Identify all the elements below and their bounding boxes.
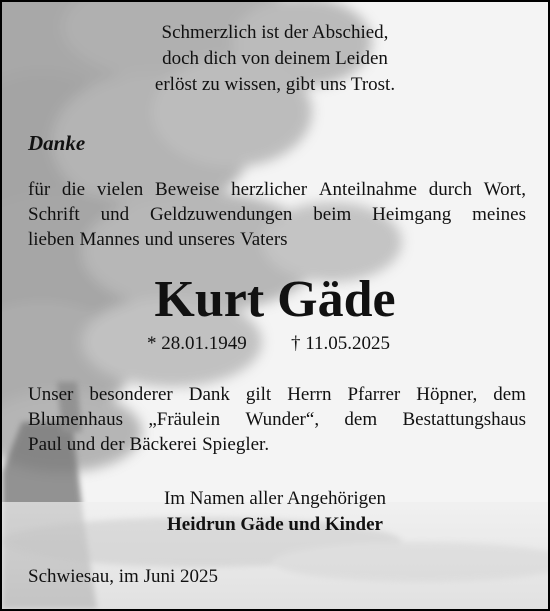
word: Höpner, (416, 384, 478, 405)
word: durch (428, 179, 472, 200)
word: meines (472, 204, 526, 225)
word: der (100, 434, 125, 455)
word: Bestattungshaus (402, 409, 526, 430)
word: und (144, 229, 174, 250)
word: Bäckerei (129, 434, 198, 455)
paragraph-line (28, 407, 526, 432)
place-and-date: Schwiesau, im Juni 2025 (28, 566, 218, 587)
word: unseres (178, 229, 236, 250)
word: vielen (96, 179, 144, 200)
word: Wort, (483, 179, 526, 200)
birth-date: * 28.01.1949 (147, 333, 247, 354)
paragraph-line (28, 432, 526, 457)
word: Anteilnahme (318, 179, 417, 200)
signoff-intro: Im Namen aller Angehörigen (163, 488, 387, 509)
word: Wunder“, (245, 409, 320, 430)
paragraph-line (28, 227, 526, 252)
word: für (28, 179, 51, 200)
word: und (100, 204, 130, 225)
word: die (61, 179, 86, 200)
word: Spiegler. (202, 434, 270, 455)
paragraph-line (28, 177, 526, 202)
word: „Fräulein (148, 409, 221, 430)
word: Herrn (287, 384, 332, 405)
word: gilt (245, 384, 272, 405)
signoff (2, 486, 548, 538)
word: Schrift (28, 204, 80, 225)
word: dem (344, 409, 378, 430)
word: Dank (188, 384, 230, 405)
word: dem (493, 384, 526, 405)
special-thanks-paragraph (28, 382, 526, 457)
word: und (66, 434, 96, 455)
paragraph-line (28, 202, 526, 227)
word: Pfarrer (347, 384, 401, 405)
signoff-family: Heidrun Gäde und Kinder (167, 514, 383, 535)
word: Vaters (240, 229, 288, 250)
paragraph-line (28, 382, 526, 407)
deceased-name: Kurt Gäde (154, 271, 396, 328)
verse-line: doch dich von deinem Leiden (162, 48, 388, 69)
word: besonderer (89, 384, 173, 405)
thanks-paragraph (28, 177, 526, 252)
verse (2, 20, 548, 98)
obituary-content (2, 2, 548, 609)
word: herzlicher (231, 179, 308, 200)
word: lieben (28, 229, 75, 250)
word: Paul (28, 434, 62, 455)
word: Blumenhaus (28, 409, 123, 430)
verse-line: Schmerzlich ist der Abschied, (161, 22, 389, 43)
word: Mannes (79, 229, 140, 250)
word: Heimgang (372, 204, 452, 225)
word: Beweise (155, 179, 220, 200)
word: beim (313, 204, 352, 225)
word: Geldzuwendungen (149, 204, 293, 225)
word: Unser (28, 384, 74, 405)
verse-line: erlöst zu wissen, gibt uns Trost. (154, 74, 396, 95)
death-date: † 11.05.2025 (291, 333, 391, 354)
thanks-heading: Danke (28, 131, 86, 155)
